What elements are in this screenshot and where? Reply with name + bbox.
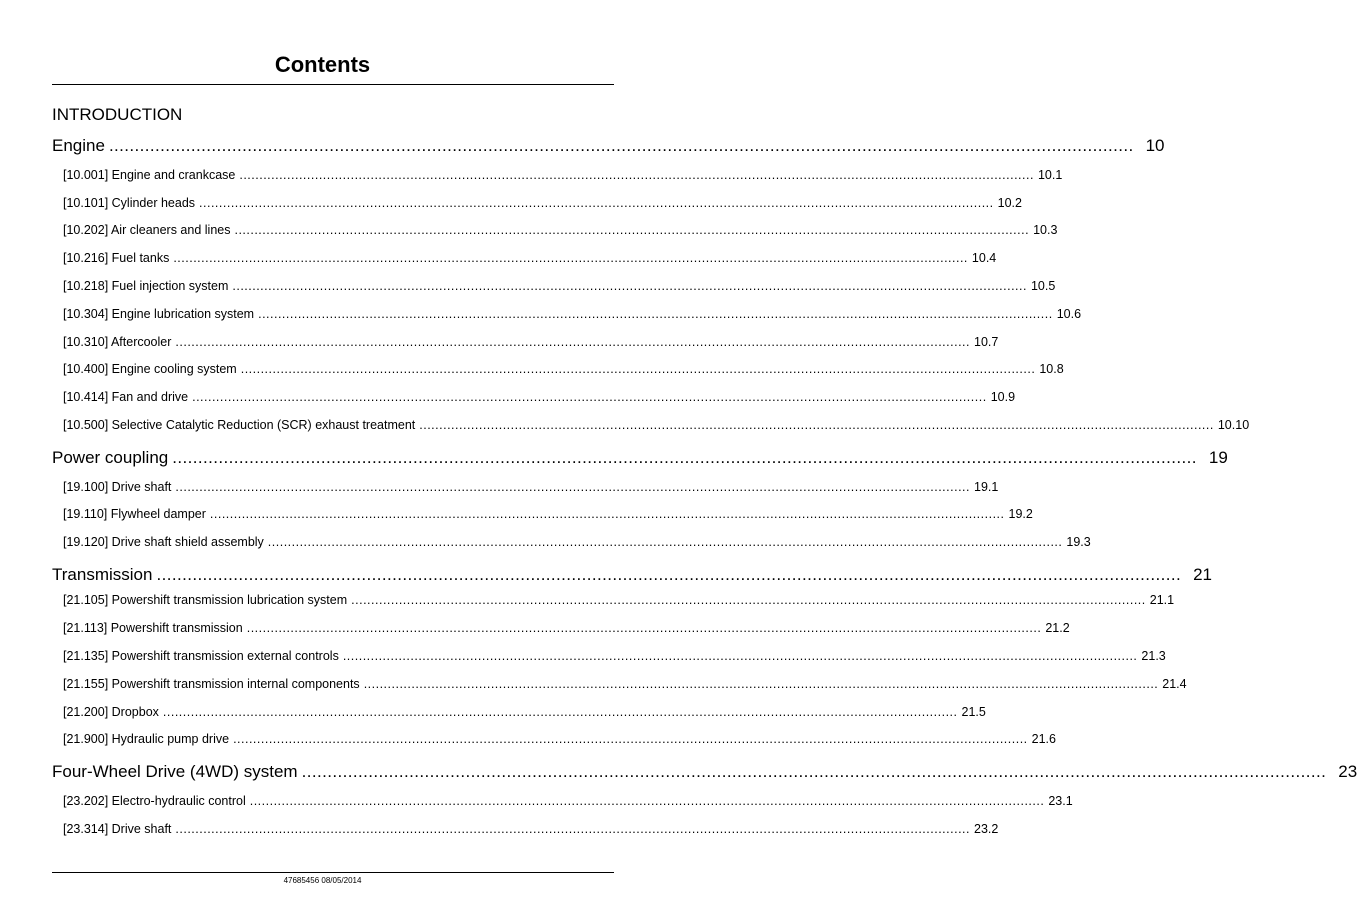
dot-leader: ........................................................................................................................................................................................................ <box>175 822 970 836</box>
toc-entry[interactable] <box>63 592 1175 608</box>
toc-entry[interactable] <box>63 648 1166 664</box>
toc-entry[interactable] <box>63 222 1058 238</box>
toc-entry-label: [10.414] Fan and drive <box>63 390 189 404</box>
dot-leader: ........................................................................................................................................................................................................ <box>239 168 1034 182</box>
toc-entry-label: [10.304] Engine lubrication system <box>63 307 255 321</box>
toc-entry-label: [21.113] Powershift transmission <box>63 621 243 635</box>
dot-leader: ........................................................................................................................................................................................................ <box>233 732 1028 746</box>
toc-entry[interactable] <box>63 506 1033 522</box>
toc-entry-page: 10.6 <box>1056 307 1082 321</box>
toc-section-4wd-system[interactable] <box>52 762 1357 782</box>
toc-section-label: Transmission <box>52 565 153 584</box>
toc-entry-label: [10.001] Engine and crankcase <box>63 168 236 182</box>
toc-entry-page: 21.6 <box>1031 732 1056 746</box>
dot-leader: ........................................................................................................................................................................................................ <box>267 535 1063 549</box>
toc-entry[interactable] <box>63 821 999 837</box>
toc-entry-label: [21.900] Hydraulic pump drive <box>63 732 230 746</box>
toc-entry-page: 10.3 <box>1033 223 1058 237</box>
toc-entry[interactable] <box>63 361 1064 377</box>
dot-leader: ........................................................................................................................................................................................................ <box>199 196 994 210</box>
dot-leader: ........................................................................................................................................................................................................ <box>234 223 1030 237</box>
dot-leader: ........................................................................................................................................................................................................ <box>419 418 1214 432</box>
dot-leader: ........................................................................................................................................................................................................ <box>162 705 958 719</box>
toc-entry-label: [10.101] Cylinder heads <box>63 196 196 210</box>
toc-section-page: 21 <box>1193 565 1213 584</box>
dot-leader: ........................................................................................................................................................................................................ <box>156 565 1182 584</box>
toc-entry-page: 21.5 <box>961 705 986 719</box>
dot-leader: ........................................................................................................................................................................................................ <box>175 480 970 494</box>
toc-entry-page: 19.2 <box>1008 507 1033 521</box>
toc-entry-label: [19.120] Drive shaft shield assembly <box>63 535 264 549</box>
dot-leader: ........................................................................................................................................................................................................ <box>108 136 1134 155</box>
toc-entry-label: [21.105] Powershift transmission lubrication system <box>63 593 348 607</box>
toc-entry-label: [10.202] Air cleaners and lines <box>63 223 231 237</box>
toc-section-transmission[interactable] <box>52 565 1213 585</box>
toc-entry-label: [10.400] Engine cooling system <box>63 362 237 376</box>
toc-entry-page: 10.2 <box>997 196 1022 210</box>
toc-entry-label: [10.500] Selective Catalytic Reduction (SCR) exhaust treatment <box>63 418 416 432</box>
toc-entry[interactable] <box>63 417 1250 433</box>
toc-entry-page: 19.1 <box>974 480 999 494</box>
toc-entry-label: [21.200] Dropbox <box>63 705 159 719</box>
toc-entry[interactable] <box>63 278 1056 294</box>
toc-entry-label: [10.310] Aftercooler <box>63 335 172 349</box>
toc-entry-label: [10.218] Fuel injection system <box>63 279 229 293</box>
toc-entry[interactable] <box>63 731 1056 747</box>
dot-leader: ........................................................................................................................................................................................................ <box>172 448 1197 467</box>
toc-section-page: 19 <box>1208 448 1228 467</box>
toc-entry[interactable] <box>63 306 1082 322</box>
toc-entry-label: [21.135] Powershift transmission external controls <box>63 649 339 663</box>
toc-section-page: 23 <box>1338 762 1357 781</box>
toc-entry-page: 21.2 <box>1045 621 1070 635</box>
toc-entry-page: 21.3 <box>1141 649 1166 663</box>
toc-entry-label: [23.202] Electro-hydraulic control <box>63 794 246 808</box>
toc-entry-page: 23.1 <box>1048 794 1073 808</box>
toc-entry[interactable] <box>63 389 1016 405</box>
toc-entry-page: 10.8 <box>1039 362 1064 376</box>
dot-leader: ........................................................................................................................................................................................................ <box>342 649 1138 663</box>
toc-entry[interactable] <box>63 334 999 350</box>
title-rule <box>52 84 614 85</box>
toc-entry-page: 23.2 <box>974 822 999 836</box>
toc-entry[interactable] <box>63 195 1022 211</box>
dot-leader: ........................................................................................................................................................................................................ <box>363 677 1159 691</box>
dot-leader: ........................................................................................................................................................................................................ <box>209 507 1005 521</box>
toc-entry[interactable] <box>63 534 1091 550</box>
toc-section-label: Power coupling <box>52 448 169 467</box>
toc-section-power-coupling[interactable] <box>52 448 1228 468</box>
toc-entry-page: 10.5 <box>1030 279 1056 293</box>
toc-section-page: 10 <box>1145 136 1165 155</box>
toc-entry-page: 21.4 <box>1162 677 1187 691</box>
dot-leader: ........................................................................................................................................................................................................ <box>175 335 970 349</box>
toc-entry-label: [19.100] Drive shaft <box>63 480 172 494</box>
toc-entry-label: [19.110] Flywheel damper <box>63 507 206 521</box>
toc-entry-label: [23.314] Drive shaft <box>63 822 172 836</box>
dot-leader: ........................................................................................................................................................................................................ <box>232 279 1027 293</box>
toc-entry-label: [21.155] Powershift transmission internal components <box>63 677 360 691</box>
toc-entry[interactable] <box>63 250 997 266</box>
dot-leader: ........................................................................................................................................................................................................ <box>192 390 987 404</box>
toc-entry-page: 10.10 <box>1217 418 1250 432</box>
toc-section-engine[interactable] <box>52 136 1165 156</box>
toc-entry[interactable] <box>63 479 999 495</box>
toc-entry[interactable] <box>63 793 1073 809</box>
dot-leader: ........................................................................................................................................................................................................ <box>258 307 1053 321</box>
dot-leader: ........................................................................................................................................................................................................ <box>246 621 1042 635</box>
footer-rule <box>52 872 614 873</box>
toc-entry-page: 21.1 <box>1149 593 1175 607</box>
toc-entry-page: 19.3 <box>1066 535 1091 549</box>
dot-leader: ........................................................................................................................................................................................................ <box>240 362 1036 376</box>
intro-heading[interactable]: INTRODUCTION <box>52 105 183 124</box>
toc-entry-page: 10.9 <box>990 390 1016 404</box>
toc-entry-page: 10.1 <box>1037 168 1063 182</box>
toc-entry[interactable] <box>63 167 1063 183</box>
toc-entry[interactable] <box>63 704 986 720</box>
dot-leader: ........................................................................................................................................................................................................ <box>173 251 968 265</box>
page-title: Contents <box>274 52 371 77</box>
dot-leader: ........................................................................................................................................................................................................ <box>301 762 1327 781</box>
dot-leader: ........................................................................................................................................................................................................ <box>351 593 1146 607</box>
toc-entry-page: 10.4 <box>971 251 997 265</box>
toc-entry-page: 10.7 <box>974 335 999 349</box>
toc-section-label: Engine <box>52 136 105 155</box>
toc-entry[interactable] <box>63 620 1070 636</box>
toc-entry[interactable] <box>63 676 1187 692</box>
dot-leader: ........................................................................................................................................................................................................ <box>249 794 1045 808</box>
toc-entry-label: [10.216] Fuel tanks <box>63 251 170 265</box>
footer-doc-id: 47685456 08/05/2014 <box>283 876 362 885</box>
toc-section-label: Four-Wheel Drive (4WD) system <box>52 762 298 781</box>
